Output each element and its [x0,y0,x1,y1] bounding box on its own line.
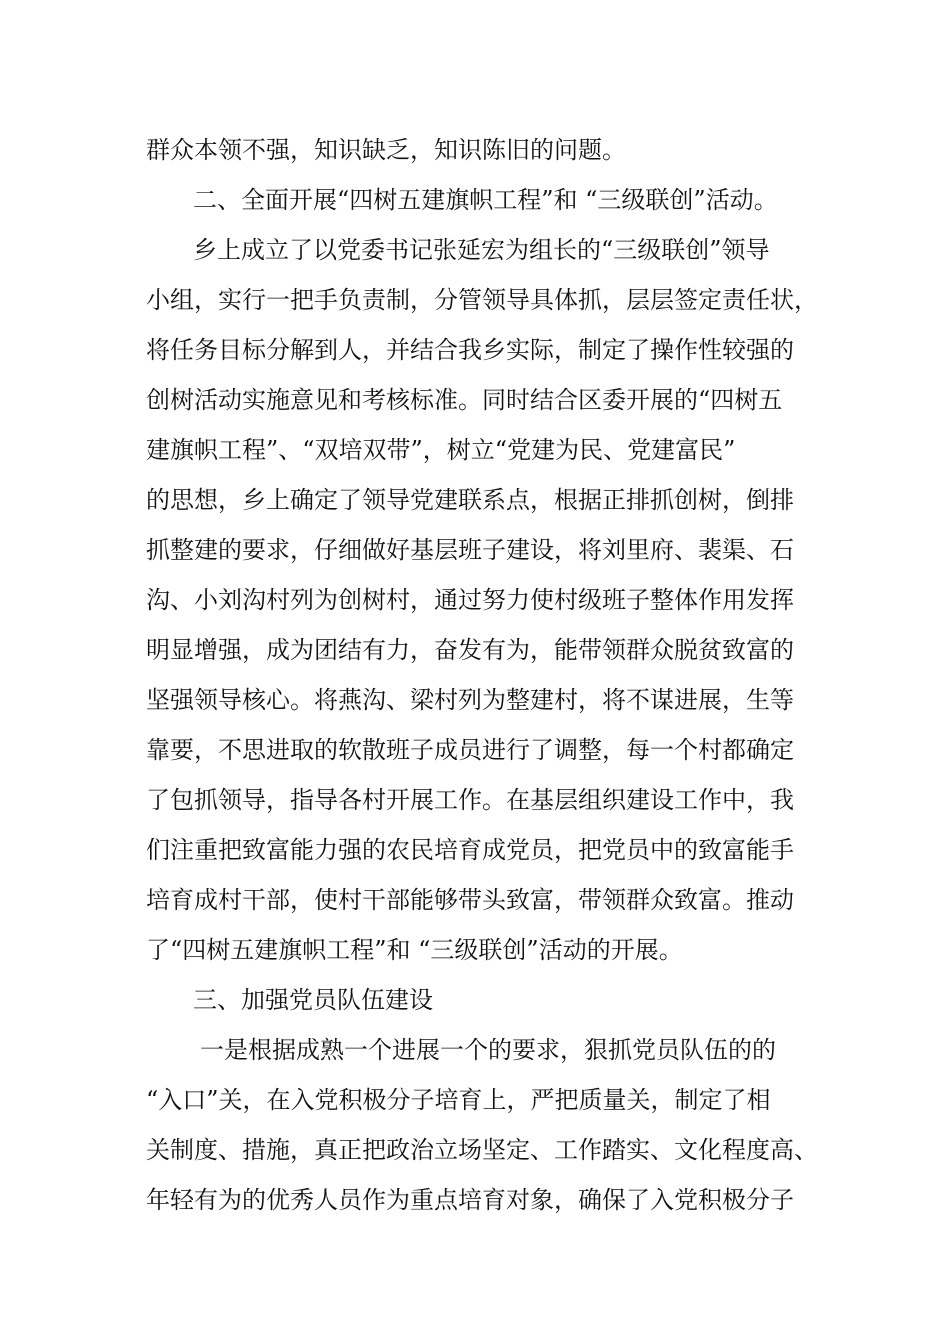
text-line: 靠要，不思进取的软散班子成员进行了调整，每一个村都确定 [146,736,794,764]
text-line: “入口”关，在入党积极分子培育上，严把质量关，制定了相 [146,1086,771,1114]
text-line: 坚强领导核心。将燕沟、梁村列为整建村，将不谋进展，生等 [146,686,794,714]
text-line: 乡上成立了以党委书记张延宏为组长的“三级联创”领导 [193,236,770,264]
text-line: 年轻有为的优秀人员作为重点培育对象，确保了入党积极分子 [146,1186,794,1214]
text-line: 沟、小刘沟村列为创树村，通过努力使村级班子整体作用发挥 [146,586,794,614]
text-line: 小组，实行一把手负责制，分管领导具体抓，层层签定责任状， [146,286,818,314]
section-heading: 三、加强党员队伍建设 [193,986,433,1014]
text-line: 将任务目标分解到人，并结合我乡实际，制定了操作性较强的 [146,336,794,364]
text-line: 创树活动实施意见和考核标准。同时结合区委开展的“四树五 [146,386,783,414]
text-line: 建旗帜工程”、“双培双带”，树立“党建为民、党建富民” [146,436,736,464]
text-line: 们注重把致富能力强的农民培育成党员，把党员中的致富能手 [146,836,794,864]
text-line: 了包抓领导，指导各村开展工作。在基层组织建设工作中，我 [146,786,794,814]
text-line: 明显增强，成为团结有力，奋发有为，能带领群众脱贫致富的 [146,636,794,664]
text-line: 的思想，乡上确定了领导党建联系点，根据正排抓创树，倒排 [146,486,794,514]
text-line: 了“四树五建旗帜工程”和 “三级联创”活动的开展。 [146,936,683,964]
text-line: 一是根据成熟一个进展一个的要求，狠抓党员队伍的的 [200,1036,776,1064]
section-heading: 二、全面开展“四树五建旗帜工程”和 “三级联创”活动。 [193,186,778,214]
text-line: 抓整建的要求，仔细做好基层班子建设，将刘里府、裴渠、石 [146,536,794,564]
text-line: 群众本领不强，知识缺乏，知识陈旧的问题。 [146,136,626,164]
text-line: 关制度、措施，真正把政治立场坚定、工作踏实、文化程度高、 [146,1136,818,1164]
text-line: 培育成村干部，使村干部能够带头致富，带领群众致富。推动 [146,886,794,914]
